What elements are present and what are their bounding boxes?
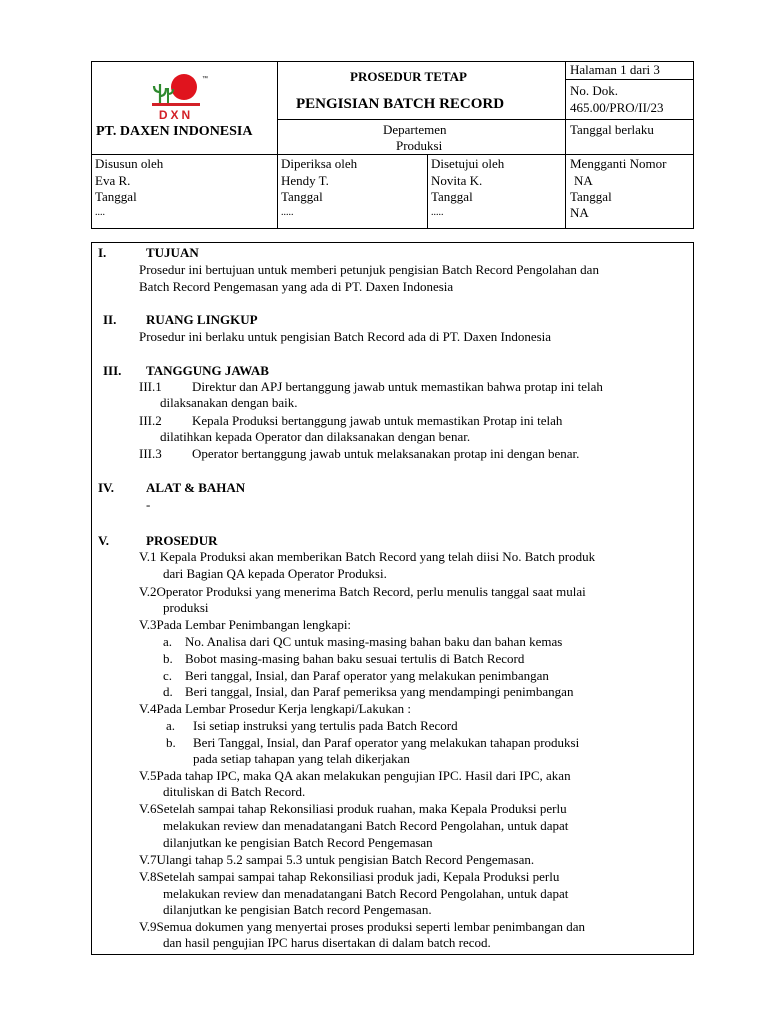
sub-item-letter: a. bbox=[163, 634, 173, 649]
checked-by: Hendy T. bbox=[281, 173, 329, 188]
sub-item: Beri tanggal, Insial, dan Paraf pemeriksa yang mendampingi penimbangan bbox=[185, 684, 574, 699]
list-item: Direktur dan APJ bertanggung jawab untuk memastikan bahwa protap ini telah bbox=[192, 379, 603, 394]
section-2-number: II. bbox=[103, 312, 117, 327]
list-item: dilaksanakan dengan baik. bbox=[160, 395, 298, 410]
section-3-title: TANGGUNG JAWAB bbox=[146, 363, 269, 378]
svg-text:™: ™ bbox=[202, 76, 208, 82]
list-item: V.9Semua dokumen yang menyertai proses produksi seperti lembar penimbangan dan bbox=[139, 919, 585, 934]
list-item: dan hasil pengujian IPC harus disertakan di dalam batch recod. bbox=[163, 935, 491, 950]
dept-value: Produksi bbox=[396, 138, 443, 153]
sub-item: Beri Tanggal, Insial, dan Paraf operator yang melakukan tahapan produksi bbox=[193, 735, 580, 750]
list-item: V.2Operator Produksi yang menerima Batch Record, perlu menulis tanggal saat mulai bbox=[139, 584, 586, 599]
list-item: V.5Pada tahap IPC, maka QA akan melakukan pengujian IPC. Hasil dari IPC, akan bbox=[139, 768, 571, 783]
checked-date: ..... bbox=[281, 207, 294, 218]
doc-no-label: No. Dok. bbox=[570, 83, 619, 98]
sub-item: Bobot masing-masing bahan baku sesuai tertulis di Batch Record bbox=[185, 651, 525, 666]
section-3-number: III. bbox=[103, 363, 122, 378]
doc-title: PENGISIAN BATCH RECORD bbox=[296, 96, 505, 112]
section-1-text: Batch Record Pengemasan yang ada di PT. Daxen Indonesia bbox=[139, 279, 454, 294]
item-number: III.2 bbox=[139, 413, 162, 428]
dept-label: Departemen bbox=[383, 122, 447, 137]
list-item: dilanjutkan ke pengisian Batch record Pengemasan. bbox=[163, 902, 432, 917]
list-item: Kepala Produksi bertanggung jawab untuk memastikan Protap ini telah bbox=[192, 413, 563, 428]
logo-text: DXN bbox=[158, 108, 194, 122]
sub-item-letter: a. bbox=[166, 718, 176, 733]
sub-item: Isi setiap instruksi yang tertulis pada Batch Record bbox=[193, 718, 458, 733]
sub-item-letter: b. bbox=[163, 651, 173, 666]
approved-date: ..... bbox=[431, 207, 444, 218]
list-item: V.8Setelah sampai sampai tahap Rekonsiliasi produk jadi, Kepala Produksi perlu bbox=[139, 869, 560, 884]
dxn-logo bbox=[146, 70, 208, 122]
list-item: melakukan review dan menadatangani Batch Record Pengolahan, untuk dapat bbox=[163, 886, 569, 901]
approved-date-label: Tanggal bbox=[431, 189, 473, 204]
checked-by-label: Diperiksa oleh bbox=[281, 156, 358, 171]
list-item: V.6Setelah sampai tahap Rekonsiliasi produk ruahan, maka Kepala Produksi perlu bbox=[139, 801, 567, 816]
section-5-title: PROSEDUR bbox=[146, 533, 218, 548]
sub-item: Beri tanggal, Insial, dan Paraf operator yang melakukan penimbangan bbox=[185, 668, 549, 683]
list-item: V.3Pada Lembar Penimbangan lengkapi: bbox=[139, 617, 352, 632]
list-item: melakukan review dan menadatangani Batch Record Pengolahan, untuk dapat bbox=[163, 818, 569, 833]
section-4-number: IV. bbox=[98, 480, 115, 495]
replaces-value: NA bbox=[574, 173, 593, 188]
section-2-text: Prosedur ini berlaku untuk pengisian Batch Record ada di PT. Daxen Indonesia bbox=[139, 329, 552, 344]
item-number: III.3 bbox=[139, 446, 162, 461]
page-number: Halaman 1 dari 3 bbox=[570, 62, 660, 77]
list-item: dilanjutkan ke pengisian Batch Record Pengemasan bbox=[163, 835, 433, 850]
replaces-date-value: NA bbox=[570, 205, 589, 220]
list-item: dilatihkan kepada Operator dan dilaksanakan dengan benar. bbox=[160, 429, 471, 444]
doc-no: 465.00/PRO/II/23 bbox=[570, 100, 664, 115]
prepared-date: .... bbox=[95, 207, 105, 218]
list-item: dari Bagian QA kepada Operator Produksi. bbox=[163, 566, 387, 581]
sub-item: No. Analisa dari QC untuk masing-masing bahan baku dan bahan kemas bbox=[185, 634, 563, 649]
section-2-title: RUANG LINGKUP bbox=[146, 312, 258, 327]
prepared-by: Eva R. bbox=[95, 173, 131, 188]
list-item: V.1 Kepala Produksi akan memberikan Batch Record yang telah diisi No. Batch produk bbox=[139, 549, 596, 564]
sub-item-letter: c. bbox=[163, 668, 173, 683]
item-number: III.1 bbox=[139, 379, 162, 394]
section-1-number: I. bbox=[98, 245, 107, 260]
section-5-number: V. bbox=[98, 533, 109, 548]
approved-by-label: Disetujui oleh bbox=[431, 156, 505, 171]
approved-by: Novita K. bbox=[431, 173, 483, 188]
prepared-date-label: Tanggal bbox=[95, 189, 137, 204]
effective-date-label: Tanggal berlaku bbox=[570, 122, 654, 137]
list-item: V.7Ulangi tahap 5.2 sampai 5.3 untuk pengisian Batch Record Pengemasan. bbox=[139, 852, 535, 867]
sub-item-letter: d. bbox=[163, 684, 173, 699]
replaces-label: Mengganti Nomor bbox=[570, 156, 667, 171]
company-name: PT. DAXEN INDONESIA bbox=[96, 124, 253, 139]
checked-date-label: Tanggal bbox=[281, 189, 323, 204]
prepared-by-label: Disusun oleh bbox=[95, 156, 164, 171]
section-1-text: Prosedur ini bertujuan untuk memberi petunjuk pengisian Batch Record Pengolahan dan bbox=[139, 262, 599, 277]
doc-type: PROSEDUR TETAP bbox=[350, 69, 467, 84]
list-item: produksi bbox=[163, 600, 209, 615]
list-item: Operator bertanggung jawab untuk melaksanakan protap ini dengan benar. bbox=[192, 446, 580, 461]
sub-item: pada setiap tahapan yang telah dikerjakan bbox=[193, 751, 410, 766]
sub-item-letter: b. bbox=[166, 735, 176, 750]
section-1-title: TUJUAN bbox=[146, 245, 199, 260]
replaces-date-label: Tanggal bbox=[570, 189, 612, 204]
list-item: V.4Pada Lembar Prosedur Kerja lengkapi/Lakukan : bbox=[139, 701, 411, 716]
list-item: dituliskan di Batch Record. bbox=[163, 784, 306, 799]
section-4-title: ALAT & BAHAN bbox=[146, 480, 246, 495]
section-4-text: - bbox=[146, 497, 151, 512]
